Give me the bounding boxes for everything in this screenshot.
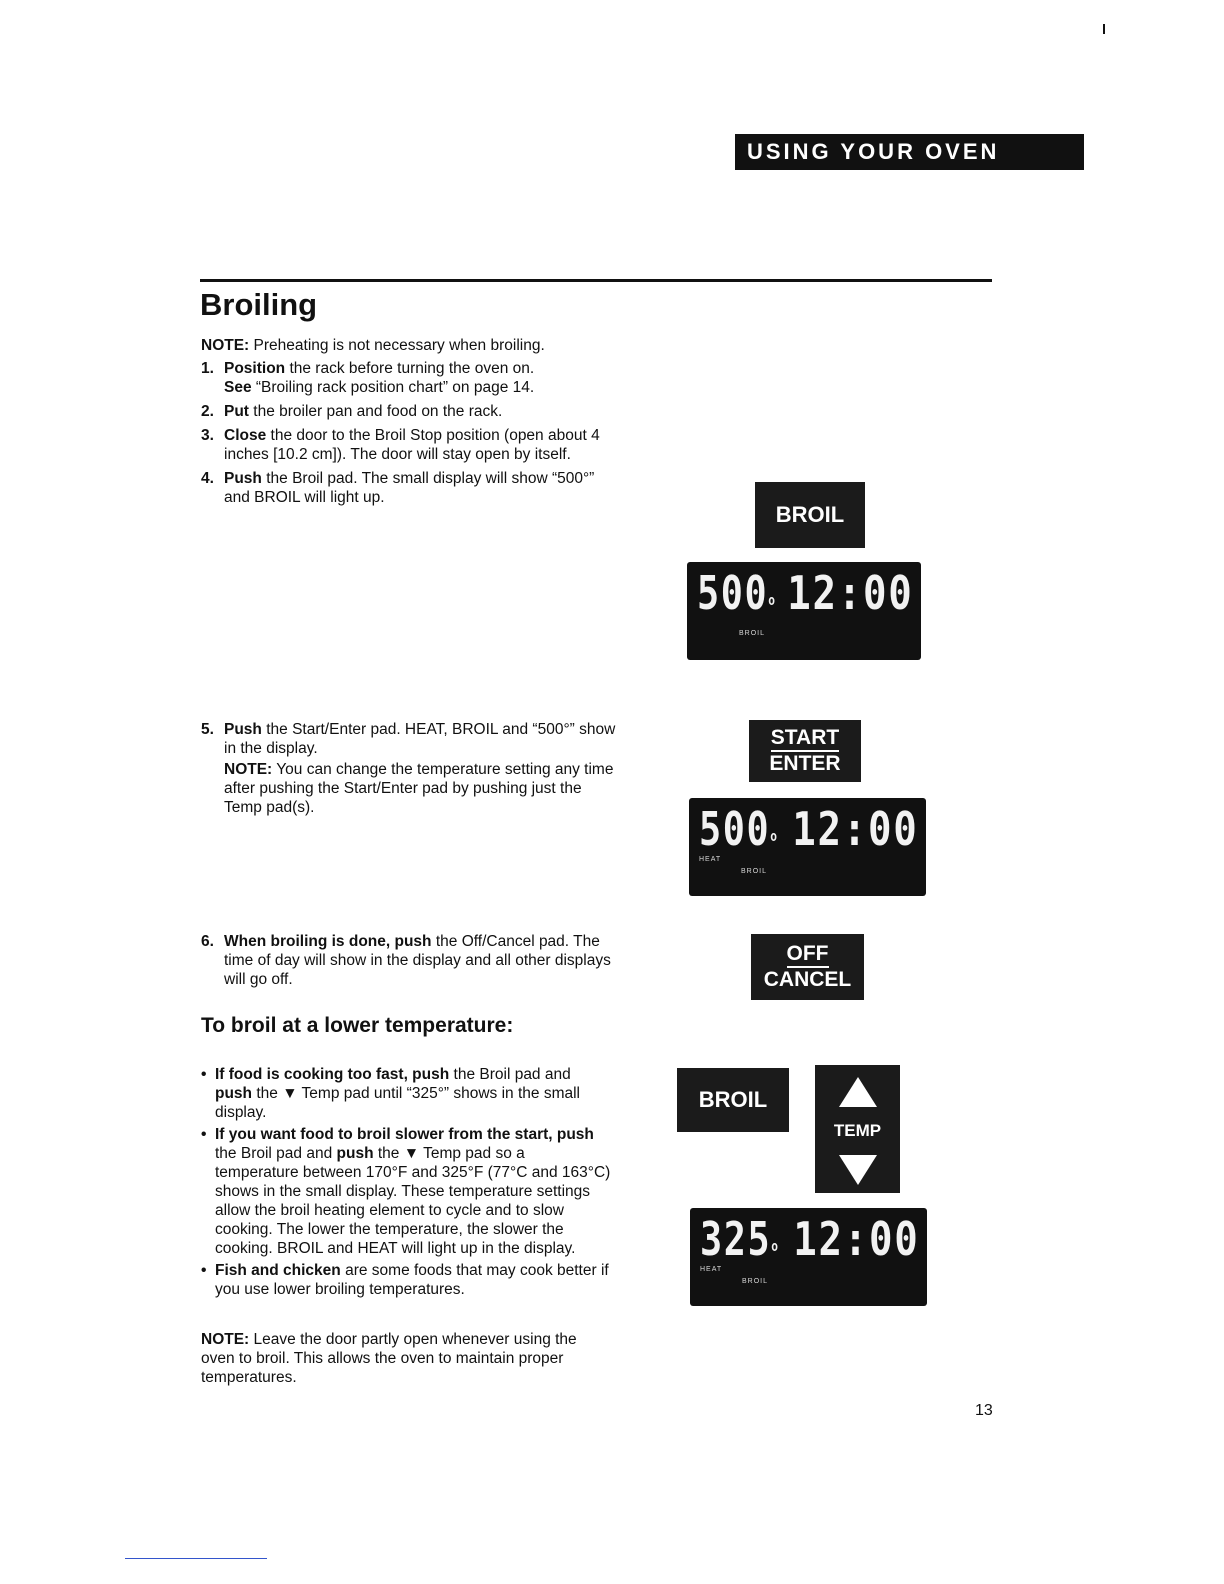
start-pad-label: START xyxy=(771,726,839,752)
step-5-block xyxy=(201,720,621,822)
broil-pad-lower[interactable] xyxy=(677,1068,789,1132)
step-number: 5. xyxy=(201,721,214,738)
step-4 xyxy=(201,469,621,507)
bullet-text: the ▼ Temp pad so a temperature between 170°F and 325°F (77°C and 163°C) shows in the small display. These temperature settings allow the broil heating element to cycle and to slow cooking. The lower the temperature, the slower the cooking. BROIL and HEAT will light up in the display. xyxy=(215,1145,611,1257)
bullet-item xyxy=(201,1065,611,1122)
note-text: Preheating is not necessary when broiling. xyxy=(249,337,545,354)
enter-pad-label: ENTER xyxy=(769,752,841,775)
step-2 xyxy=(201,402,621,421)
bullet-text: the Broil pad and xyxy=(215,1145,337,1162)
lower-temp-heading: To broil at a lower temperature: xyxy=(201,1014,514,1037)
lcd-clock: 12:00 xyxy=(786,566,913,620)
lcd-heat-indicator: HEAT xyxy=(699,856,722,863)
step-verb: Push xyxy=(224,470,262,487)
section-banner: USING YOUR OVEN xyxy=(735,134,1084,170)
display-broil-heat xyxy=(689,798,926,896)
lcd-temp-value: 500 xyxy=(699,802,771,856)
footer-rule xyxy=(125,1558,267,1559)
title-rule xyxy=(200,279,992,282)
bullet-text: the Broil pad and xyxy=(449,1066,571,1083)
step-text: the door to the Broil Stop position (open about 4 inches [10.2 cm]). The door will stay open by itself. xyxy=(224,427,600,463)
door-note xyxy=(201,1330,601,1387)
step-number: 3. xyxy=(201,427,214,444)
page-tick-mark xyxy=(1103,24,1105,34)
broil-pad[interactable] xyxy=(755,482,865,548)
note-label: NOTE: xyxy=(201,337,250,354)
step-number: 4. xyxy=(201,470,214,487)
start-enter-pad[interactable] xyxy=(749,720,861,782)
step-text: the Off/Cancel pad. The time of day will show in the display and all other displays will go off. xyxy=(224,933,611,988)
lcd-broil-indicator: BROIL xyxy=(739,630,766,637)
bullet-dot: • xyxy=(201,1066,207,1083)
lcd-clock: 12:00 xyxy=(791,802,918,856)
step-verb: When broiling is done, push xyxy=(224,933,432,950)
step-number: 2. xyxy=(201,403,214,420)
bullet-text: the ▼ Temp pad until “325°” shows in the small display. xyxy=(215,1085,580,1121)
lcd-temperature: 325$^o$ xyxy=(700,1212,780,1266)
step-1 xyxy=(201,359,621,397)
bullet-bold: push xyxy=(336,1145,374,1162)
broil-pad-label: BROIL xyxy=(775,502,845,527)
note-label: NOTE: xyxy=(224,761,273,778)
note-label: NOTE: xyxy=(201,1331,250,1348)
step-verb: Close xyxy=(224,427,267,444)
page-number: 13 xyxy=(975,1402,993,1419)
page-title: Broiling xyxy=(200,287,318,322)
cancel-pad-label: CANCEL xyxy=(763,968,852,991)
note-text: Leave the door partly open whenever using the oven to broil. This allows the oven to maintain proper temperatures. xyxy=(201,1331,577,1386)
step-text: the broiler pan and food on the rack. xyxy=(248,403,503,420)
step-sub-text: “Broiling rack position chart” on page 14. xyxy=(251,379,535,396)
step-number: 6. xyxy=(201,933,214,950)
lcd-temperature: 500$^o$ xyxy=(699,802,779,856)
temp-down-arrow-icon[interactable] xyxy=(839,1155,877,1185)
bullet-bold: push xyxy=(215,1085,253,1102)
bullet-bold: Fish and chicken xyxy=(215,1262,341,1279)
lcd-temp-value: 325 xyxy=(700,1212,772,1266)
bullet-text: are some foods that may cook better if you use lower broiling temperatures. xyxy=(215,1262,609,1298)
step-verb: Push xyxy=(224,721,262,738)
lcd-heat-indicator: HEAT xyxy=(700,1266,723,1273)
lcd-temp-value: 500 xyxy=(697,566,769,620)
steps-list-1-4 xyxy=(201,359,621,512)
lower-temp-bullets xyxy=(201,1065,611,1302)
lcd-clock: 12:00 xyxy=(792,1212,919,1266)
lcd-broil-indicator: BROIL xyxy=(742,1278,769,1285)
display-broil-325 xyxy=(690,1208,927,1306)
temp-pad xyxy=(815,1065,900,1193)
step-3 xyxy=(201,426,621,464)
bullet-dot: • xyxy=(201,1262,207,1279)
temp-pad-label: TEMP xyxy=(833,1121,882,1140)
step-6 xyxy=(201,932,621,989)
broil-pad-label: BROIL xyxy=(698,1087,768,1112)
bullet-bold: If you want food to broil slower from the start, push xyxy=(215,1126,594,1143)
bullet-item xyxy=(201,1125,611,1258)
step-6-block xyxy=(201,932,621,994)
note-text: You can change the temperature setting any time after pushing the Start/Enter pad by pushing just the Temp pad(s). xyxy=(224,761,614,816)
display-broil-set xyxy=(687,562,921,660)
off-pad-label: OFF xyxy=(787,942,829,968)
step-sub-verb: See xyxy=(224,379,252,396)
preheat-note xyxy=(201,336,621,355)
step-text: the Start/Enter pad. HEAT, BROIL and “500°” show in the display. xyxy=(224,721,616,757)
step-verb: Position xyxy=(224,360,286,377)
off-cancel-pad[interactable] xyxy=(751,934,864,1000)
bullet-bold: If food is cooking too fast, push xyxy=(215,1066,450,1083)
step-5-note xyxy=(224,760,621,817)
step-text: the rack before turning the oven on. xyxy=(285,360,535,377)
lcd-temperature: 500$^o$ xyxy=(697,566,777,620)
step-number: 1. xyxy=(201,360,214,377)
lcd-broil-indicator: BROIL xyxy=(741,868,768,875)
step-text: the Broil pad. The small display will show “500°” and BROIL will light up. xyxy=(224,470,595,506)
bullet-dot: • xyxy=(201,1126,207,1143)
step-verb: Put xyxy=(224,403,249,420)
temp-up-arrow-icon[interactable] xyxy=(839,1077,877,1107)
step-5 xyxy=(201,720,621,817)
bullet-item xyxy=(201,1261,611,1299)
